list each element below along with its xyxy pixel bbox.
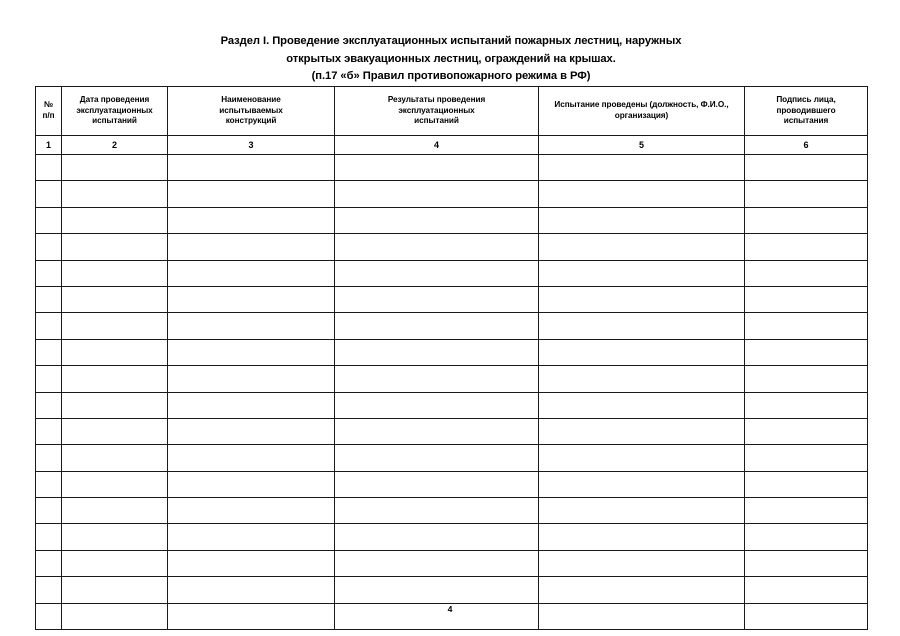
table-cell-structure[interactable]: [168, 234, 335, 260]
table-cell-date[interactable]: [62, 392, 168, 418]
table-cell-np[interactable]: [36, 313, 62, 339]
table-cell-np[interactable]: [36, 181, 62, 207]
table-cell-structure[interactable]: [168, 498, 335, 524]
table-header: [36, 87, 868, 136]
table-row[interactable]: [36, 524, 868, 550]
column-header-date-line-1: Дата проведения: [79, 95, 150, 105]
table-cell-performer[interactable]: [539, 339, 745, 365]
table-cell-structure[interactable]: [168, 260, 335, 286]
table-cell-signature[interactable]: [745, 577, 868, 603]
table-row[interactable]: [36, 366, 868, 392]
column-header-structure-line-2: испытываемых: [219, 105, 283, 115]
table-cell-performer[interactable]: [539, 181, 745, 207]
table-cell-np[interactable]: [36, 260, 62, 286]
table-cell-structure[interactable]: [168, 286, 335, 312]
page-title: [35, 33, 867, 86]
table-cell-results[interactable]: [335, 471, 539, 497]
column-header-np-line-1: №: [43, 100, 54, 110]
table-cell-signature[interactable]: [745, 498, 868, 524]
table-cell-performer[interactable]: [539, 313, 745, 339]
table-cell-np[interactable]: [36, 234, 62, 260]
column-number-6: 6: [745, 136, 868, 155]
table-cell-date[interactable]: [62, 260, 168, 286]
table-cell-date[interactable]: [62, 339, 168, 365]
table-cell-results[interactable]: [335, 392, 539, 418]
table-cell-results[interactable]: [335, 445, 539, 471]
column-number-5: 5: [539, 136, 745, 155]
column-header-date-line-3: испытаний: [92, 116, 137, 126]
table-row[interactable]: [36, 418, 868, 444]
table-cell-date[interactable]: [62, 524, 168, 550]
column-header-performer-line-1: Испытание проведены (должность, Ф.И.О.,: [554, 100, 729, 110]
column-header-performer-line-2: организация): [614, 111, 669, 120]
table-cell-date[interactable]: [62, 286, 168, 312]
table-cell-performer[interactable]: [539, 577, 745, 603]
table-cell-signature[interactable]: [745, 286, 868, 312]
table-cell-results[interactable]: [335, 155, 539, 181]
table-cell-structure[interactable]: [168, 418, 335, 444]
table-cell-np[interactable]: [36, 524, 62, 550]
table-cell-results[interactable]: [335, 498, 539, 524]
table-cell-signature[interactable]: [745, 234, 868, 260]
table-cell-performer[interactable]: [539, 392, 745, 418]
table-cell-date[interactable]: [62, 471, 168, 497]
table-cell-np[interactable]: [36, 550, 62, 576]
table-cell-results[interactable]: [335, 524, 539, 550]
table-cell-np[interactable]: [36, 286, 62, 312]
table-cell-structure[interactable]: [168, 366, 335, 392]
table-cell-signature[interactable]: [745, 155, 868, 181]
column-header-np: [36, 87, 62, 136]
table-cell-results[interactable]: [335, 550, 539, 576]
column-header-results-line-3: испытаний: [414, 116, 459, 126]
table-cell-np[interactable]: [36, 471, 62, 497]
table-row[interactable]: [36, 339, 868, 365]
column-header-results-line-2: эксплуатационных: [398, 105, 475, 115]
column-header-structure-line-3: конструкций: [225, 116, 277, 126]
page-title-line-2: открытых эвакуационных лестниц, ограждений на крышах.: [286, 52, 616, 65]
table-cell-structure[interactable]: [168, 577, 335, 603]
table-body: [36, 136, 868, 630]
table-cell-structure[interactable]: [168, 550, 335, 576]
table-cell-performer[interactable]: [539, 286, 745, 312]
table-cell-date[interactable]: [62, 366, 168, 392]
table-cell-results[interactable]: [335, 234, 539, 260]
table-cell-signature[interactable]: [745, 524, 868, 550]
table-row[interactable]: [36, 234, 868, 260]
column-header-date-line-2: эксплуатационных: [76, 105, 153, 115]
table-cell-results[interactable]: [335, 339, 539, 365]
table-cell-performer[interactable]: [539, 524, 745, 550]
table-cell-date[interactable]: [62, 445, 168, 471]
table-cell-performer[interactable]: [539, 445, 745, 471]
table-cell-results[interactable]: [335, 313, 539, 339]
table-cell-performer[interactable]: [539, 498, 745, 524]
table-cell-results[interactable]: [335, 207, 539, 233]
table-cell-date[interactable]: [62, 313, 168, 339]
table-row[interactable]: [36, 155, 868, 181]
table-cell-date[interactable]: [62, 498, 168, 524]
table-cell-results[interactable]: [335, 577, 539, 603]
table-cell-structure[interactable]: [168, 445, 335, 471]
table-cell-np[interactable]: [36, 207, 62, 233]
table-cell-structure[interactable]: [168, 155, 335, 181]
table-cell-structure[interactable]: [168, 392, 335, 418]
column-number-row: [36, 136, 868, 155]
column-header-results: [335, 87, 539, 136]
table-cell-np[interactable]: [36, 498, 62, 524]
table-cell-date[interactable]: [62, 577, 168, 603]
table-cell-results[interactable]: [335, 418, 539, 444]
table-cell-signature[interactable]: [745, 207, 868, 233]
registry-table-container: [35, 86, 867, 630]
table-row[interactable]: [36, 471, 868, 497]
column-header-results-line-1: Результаты проведения: [387, 95, 486, 105]
table-cell-performer[interactable]: [539, 418, 745, 444]
column-header-structure: [168, 87, 335, 136]
table-cell-np[interactable]: [36, 339, 62, 365]
table-cell-signature[interactable]: [745, 313, 868, 339]
table-cell-signature[interactable]: [745, 392, 868, 418]
table-row[interactable]: [36, 286, 868, 312]
column-number-4: 4: [335, 136, 539, 155]
table-cell-date[interactable]: [62, 155, 168, 181]
table-row[interactable]: [36, 498, 868, 524]
column-number-2: 2: [62, 136, 168, 155]
table-cell-structure[interactable]: [168, 313, 335, 339]
table-cell-structure[interactable]: [168, 181, 335, 207]
table-row[interactable]: [36, 260, 868, 286]
table-cell-signature[interactable]: [745, 550, 868, 576]
table-cell-signature[interactable]: [745, 339, 868, 365]
page-title-line-1: Раздел I. Проведение эксплуатационных испытаний пожарных лестниц, наружных: [220, 35, 682, 47]
table-cell-structure[interactable]: [168, 339, 335, 365]
column-header-performer: [539, 87, 745, 136]
column-header-date: [62, 87, 168, 136]
table-cell-signature[interactable]: [745, 260, 868, 286]
table-cell-signature[interactable]: [745, 181, 868, 207]
table-cell-date[interactable]: [62, 418, 168, 444]
table-cell-np[interactable]: [36, 366, 62, 392]
table-row[interactable]: [36, 313, 868, 339]
table-header-row: [36, 87, 868, 136]
table-cell-results[interactable]: [335, 181, 539, 207]
table-cell-signature[interactable]: [745, 366, 868, 392]
table-cell-signature[interactable]: [745, 471, 868, 497]
table-cell-date[interactable]: [62, 550, 168, 576]
table-row[interactable]: [36, 550, 868, 576]
table-cell-np[interactable]: [36, 445, 62, 471]
registry-table: [35, 86, 868, 630]
table-cell-performer[interactable]: [539, 260, 745, 286]
table-cell-structure[interactable]: [168, 471, 335, 497]
column-header-signature-line-1: Подпись лица,: [776, 95, 836, 105]
table-cell-structure[interactable]: [168, 207, 335, 233]
table-cell-np[interactable]: [36, 155, 62, 181]
column-number-3: 3: [168, 136, 335, 155]
table-cell-performer[interactable]: [539, 234, 745, 260]
column-header-signature: [745, 87, 868, 136]
table-cell-date[interactable]: [62, 207, 168, 233]
page-number: 4: [447, 604, 453, 614]
table-cell-results[interactable]: [335, 366, 539, 392]
table-cell-np[interactable]: [36, 577, 62, 603]
table-cell-signature[interactable]: [745, 418, 868, 444]
table-cell-performer[interactable]: [539, 550, 745, 576]
table-cell-np[interactable]: [36, 392, 62, 418]
table-cell-date[interactable]: [62, 181, 168, 207]
column-number-1: 1: [36, 136, 62, 155]
table-cell-np[interactable]: [36, 418, 62, 444]
table-row[interactable]: [36, 577, 868, 603]
table-cell-signature[interactable]: [745, 445, 868, 471]
table-row[interactable]: [36, 392, 868, 418]
page-title-line-3: (п.17 «б» Правил противопожарного режима в РФ): [311, 70, 591, 82]
table-cell-performer[interactable]: [539, 366, 745, 392]
column-header-signature-line-2: проводившего: [776, 105, 836, 115]
table-cell-performer[interactable]: [539, 471, 745, 497]
table-row[interactable]: [36, 181, 868, 207]
table-cell-results[interactable]: [335, 286, 539, 312]
table-row[interactable]: [36, 207, 868, 233]
table-row[interactable]: [36, 445, 868, 471]
table-cell-structure[interactable]: [168, 524, 335, 550]
column-header-np-line-2: п/п: [42, 111, 55, 120]
table-cell-performer[interactable]: [539, 155, 745, 181]
table-cell-date[interactable]: [62, 234, 168, 260]
column-header-signature-line-3: испытания: [783, 116, 829, 126]
column-header-structure-line-1: Наименование: [221, 95, 281, 105]
table-cell-results[interactable]: [335, 260, 539, 286]
table-cell-performer[interactable]: [539, 207, 745, 233]
